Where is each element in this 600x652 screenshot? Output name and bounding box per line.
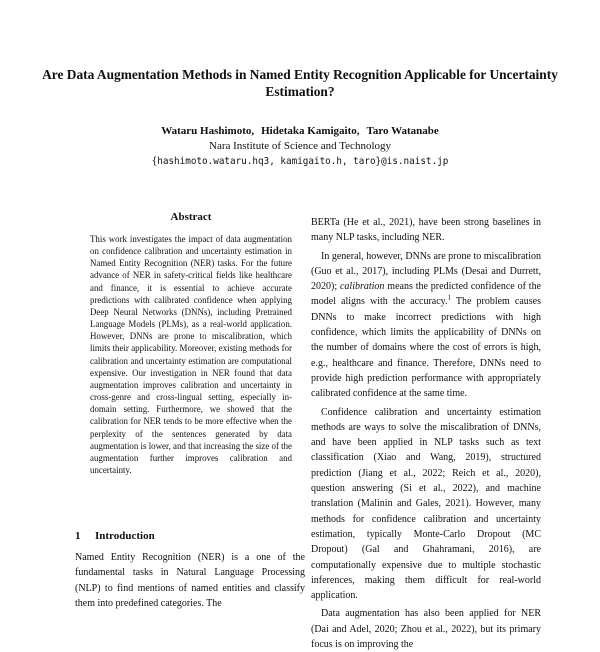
body-text: In general, however, DNNs are prone to miscalibration (Guo et al., 2017), including PLMs (Desai and Durrett, 2020); (311, 250, 541, 293)
body-paragraph: BERTa (He et al., 2021), have been strong baselines in many NLP tasks, including NER. (311, 217, 541, 244)
author-list (40, 124, 560, 139)
section-title: Introduction (95, 530, 155, 542)
body-paragraph: Confidence calibration and uncertainty estimation methods are ways to solve the miscalibration of DNNs, and have been applied in NLP tasks such as text classification (Xiao and Wang, 2019), structured prediction (Jiang et al., 2022; Reich et al., 2020), question answering (Si et al., 2022), and machine translation (Malinin and Gales, 2021). However, many methods for confidence calibration and uncertainty estimation, typically Monte-Carlo Dropout (MC Dropout) (Gal and Ghahramani, 2016), are computationally expensive due to multiple stochastic inferences, making them difficult for real-world application. (311, 406, 541, 602)
abstract-heading: Abstract (170, 211, 212, 223)
body-paragraph (311, 249, 541, 402)
affiliation: Nara Institute of Science and Technology (209, 140, 391, 152)
author-block (40, 124, 560, 169)
section-number: 1 (75, 530, 81, 542)
paper-title: Are Data Augmentation Methods in Named Entity Recognition Applicable for Uncertainty Estimation? (42, 67, 558, 99)
author-emails: {hashimoto.wataru.hq3, kamigaito.h, taro}@is.naist.jp (151, 156, 449, 167)
author-name: Hidetaka Kamigaito, (261, 125, 360, 137)
body-paragraph: Data augmentation has also been applied for NER (Dai and Adel, 2020; Zhou et al., 2022), but its primary focus is on improving the (311, 608, 541, 651)
intro-paragraph: Named Entity Recognition (NER) is a one of the fundamental tasks in Natural Language Processing (NLP) to find mentions of named entities and classify them into predefined categories. The (75, 552, 305, 609)
body-text: means the predicted confidence of the model aligns with the accuracy. (311, 281, 542, 308)
section-heading-introduction (75, 530, 305, 542)
body-text: The problem causes DNNs to make incorrect predictions with high confidence, which limits the applicability of DNNs on the number of domains where the cost of errors is high, e.g., healthcare and finance. Therefore, DNNs need to provide high prediction performance with appropriately calibrated confidence at the same time. (311, 296, 541, 400)
abstract-text: This work investigates the impact of data augmentation on confidence calibration and uncertainty estimation in Named Entity Recognition (NER) tasks. For the future advance of NER in safety-critical fields like healthcare and finance, it is essential to achieve accurate predictions with calibrated confidence when applying Deep Neural Networks (DNNs), including Pretrained Language Models (PLMs), as a real-world application. However, DNNs are prone to miscalibration, which limits their applicability. Moreover, existing methods for calibration and uncertainty estimation are computational expensive. Our investigation in NER found that data augmentation improves calibration and uncertainty in cross-genre and cross-lingual setting, especially in-domain setting. Furthermore, we showed that the calibration for NER tends to be more effective when the perplexity of the sentences generated by data augmentation is lower, and that increasing the size of the augmentation further improves calibration and uncertainty. (90, 234, 292, 475)
footnote-marker: 1 (447, 294, 452, 303)
emphasis-term: calibration (339, 281, 385, 293)
right-column (311, 215, 541, 652)
author-name: Taro Watanabe (366, 125, 439, 137)
author-name: Wataru Hashimoto, (161, 125, 255, 137)
